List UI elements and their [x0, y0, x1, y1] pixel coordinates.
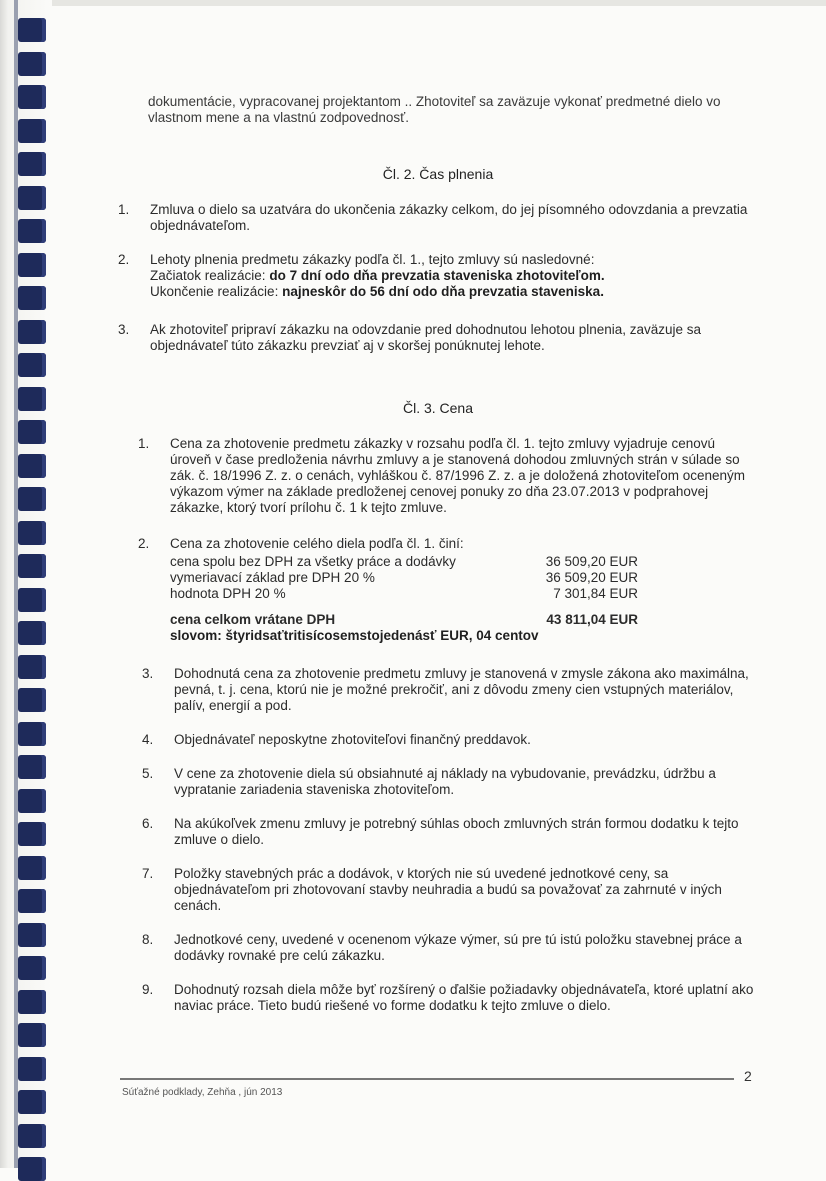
- binding-ring: [18, 52, 46, 76]
- section-3-heading: Čl. 3. Cena: [402, 400, 474, 416]
- price-intro: Cena za zhotovenie celého diela podľa čl. 1. činí:: [170, 536, 464, 551]
- price-block: [170, 536, 638, 644]
- binding-ring: [18, 956, 46, 980]
- price-in-words: slovom: štyridsaťtritisícosemstojedenásť EUR, 04 centov: [170, 628, 539, 643]
- binding-ring: [18, 387, 46, 411]
- binding-ring: [18, 755, 46, 779]
- total-value: 43 811,04 EUR: [546, 612, 638, 627]
- price-row: [170, 586, 638, 602]
- item-text: V cene za zhotovenie diela sú obsiahnuté aj náklady na vybudovanie, prevádzku, údržbu a vypratanie zariadenia staveniska zhotoviteľom.: [174, 766, 716, 797]
- binding-ring: [18, 1157, 46, 1181]
- price-row: [170, 570, 638, 586]
- binding-ring: [18, 286, 46, 310]
- item-text-block: [150, 252, 758, 300]
- item-number: 2.: [138, 536, 150, 551]
- price-table: [170, 554, 638, 644]
- binding-ring: [18, 420, 46, 444]
- binding-ring: [18, 454, 46, 478]
- binding-ring: [18, 923, 46, 947]
- binding-ring: [18, 822, 46, 846]
- section-3-item-3: [142, 666, 758, 714]
- end-value: najneskôr do 56 dní odo dňa prevzatia staveniska.: [282, 284, 604, 299]
- binding-ring: [18, 990, 46, 1014]
- item-number: 4.: [142, 732, 154, 747]
- item-text: Lehoty plnenia predmetu zákazky podľa čl. 1., tejto zmluvy sú nasledovné:: [150, 252, 595, 267]
- end-line: [150, 284, 758, 300]
- binding-ring: [18, 789, 46, 813]
- price-row: [170, 554, 638, 570]
- binding-ring: [18, 253, 46, 277]
- section-3-item-5: [142, 766, 758, 798]
- end-label: Ukončenie realizácie:: [150, 284, 279, 299]
- item-text: Dohodnutá cena za zhotovenie predmetu zmluvy je stanovená v zmysle zákona ako maximálna, pevná, t. j. cena, ktorú nie je možné prekročiť, ani z dôvodu zmeny cien vstupných materiálov, palív, energií a pod.: [174, 666, 749, 713]
- binding-ring: [18, 186, 46, 210]
- footer-rule: [120, 1078, 734, 1080]
- binding-ring: [18, 655, 46, 679]
- section-3-item-2: [138, 536, 638, 644]
- total-label: cena celkom vrátane DPH: [170, 612, 336, 627]
- section-3-item-7: [142, 866, 758, 914]
- price-label: hodnota DPH 20 %: [170, 586, 286, 601]
- section-3-item-6: [142, 816, 758, 848]
- binding-ring: [18, 487, 46, 511]
- binding-ring: [18, 621, 46, 645]
- binding-ring: [18, 856, 46, 880]
- section-2-heading: Čl. 2. Čas plnenia: [382, 166, 494, 182]
- item-text: Položky stavebných prác a dodávok, v ktorých nie sú uvedené jednotkové ceny, sa objednávateľom pri zhotovovaní stavby neuhradia a budú sa považovať za zahrnuté v iných cenách.: [174, 866, 722, 913]
- price-value: 7 301,84 EUR: [553, 586, 638, 601]
- binding-ring: [18, 1090, 46, 1114]
- binding-ring: [18, 1124, 46, 1148]
- intro-paragraph: dokumentácie, vypracovanej projektantom .. Zhotoviteľ sa zaväzuje vykonať predmetné dielo vo vlastnom mene a na vlastnú zodpovednosť.: [148, 94, 721, 125]
- item-number: 5.: [142, 766, 154, 781]
- binding-ring: [18, 18, 46, 42]
- item-number: 9.: [142, 982, 154, 997]
- section-3-item-9: [142, 982, 758, 1014]
- scan-top-edge: [0, 0, 826, 6]
- item-text: Na akúkoľvek zmenu zmluvy je potrebný súhlas oboch zmluvných strán formou dodatku k tejto zmluve o dielo.: [174, 816, 739, 847]
- page-number: 2: [744, 1068, 752, 1084]
- item-text: Objednávateľ neposkytne zhotoviteľovi finančný preddavok.: [174, 732, 531, 747]
- binding-ring: [18, 1023, 46, 1047]
- binding-ring: [18, 889, 46, 913]
- binding-ring: [18, 85, 46, 109]
- price-value: 36 509,20 EUR: [545, 554, 638, 569]
- start-line: [150, 268, 758, 284]
- price-value: 36 509,20 EUR: [545, 570, 638, 585]
- binding-ring: [18, 353, 46, 377]
- item-number: 1.: [138, 436, 150, 451]
- price-label: cena spolu bez DPH za všetky práce a dodávky: [170, 554, 456, 569]
- item-number: 2.: [118, 252, 130, 267]
- binding-ring: [18, 588, 46, 612]
- start-value: do 7 dní odo dňa prevzatia staveniska zhotoviteľom.: [269, 268, 605, 283]
- binding-ring: [18, 152, 46, 176]
- item-number: 6.: [142, 816, 154, 831]
- document-content: [118, 94, 758, 1014]
- binding-ring: [18, 554, 46, 578]
- binding-ring: [18, 521, 46, 545]
- binding-ring: [18, 688, 46, 712]
- section-3-item-1: [138, 436, 758, 516]
- item-number: 1.: [118, 202, 130, 217]
- binding-ring: [18, 320, 46, 344]
- section-2-item-2: [118, 252, 758, 300]
- section-2-item-1: [118, 202, 758, 234]
- section-2-item-3: [118, 322, 758, 354]
- binding-ring: [18, 1057, 46, 1081]
- binding-ring: [18, 722, 46, 746]
- footer-text: Súťažné podklady, Zehňa , jún 2013: [122, 1087, 283, 1098]
- binding-ring: [18, 219, 46, 243]
- item-text: Zmluva o dielo sa uzatvára do ukončenia zákazky celkom, do jej písomného odovzdania a prevzatia objednávateľom.: [150, 202, 748, 233]
- item-text: Cena za zhotovenie predmetu zákazky v rozsahu podľa čl. 1. tejto zmluvy vyjadruje cenovú úroveň v čase predloženia návrhu zmluvy a je stanovená dohodou zmluvných strán v súlade so zák. č. 18/1996 Z. z. o cenách, vyhláškou č. 87/1996 Z. z. a je doložená zhotoviteľom oceneným výkazom výmer na základe predloženej cenovej ponuky zo dňa 23.07.2013 v podprahovej zákazke, ktorý tvorí prílohu č. 1 k tejto zmluve.: [170, 436, 746, 515]
- item-number: 3.: [118, 322, 130, 337]
- section-3-item-8: [142, 932, 758, 964]
- section-3-remaining-items: [142, 666, 758, 1014]
- binding-ring: [18, 119, 46, 143]
- spiral-binding: [0, 0, 52, 1168]
- item-number: 8.: [142, 932, 154, 947]
- price-total-row: [170, 612, 638, 628]
- item-text: Jednotkové ceny, uvedené v ocenenom výkaze výmer, sú pre tú istú položku stavebnej práce a dodávky rovnaké pre celú zákazku.: [174, 932, 742, 963]
- section-3-item-4: [142, 732, 758, 748]
- item-number: 7.: [142, 866, 154, 881]
- item-number: 3.: [142, 666, 154, 681]
- item-text: Ak zhotoviteľ pripraví zákazku na odovzdanie pred dohodnutou lehotou plnenia, zaväzuje sa objednávateľ túto zákazku prevziať aj v skoršej ponúknutej lehote.: [150, 322, 702, 353]
- price-label: vymeriavací základ pre DPH 20 %: [170, 570, 375, 585]
- item-text: Dohodnutý rozsah diela môže byť rozšírený o ďalšie požiadavky objednávateľa, ktoré uplatní ako naviac práce. Tieto budú riešené vo forme dodatku k tejto zmluve o dielo.: [174, 982, 754, 1013]
- start-label: Začiatok realizácie:: [150, 268, 266, 283]
